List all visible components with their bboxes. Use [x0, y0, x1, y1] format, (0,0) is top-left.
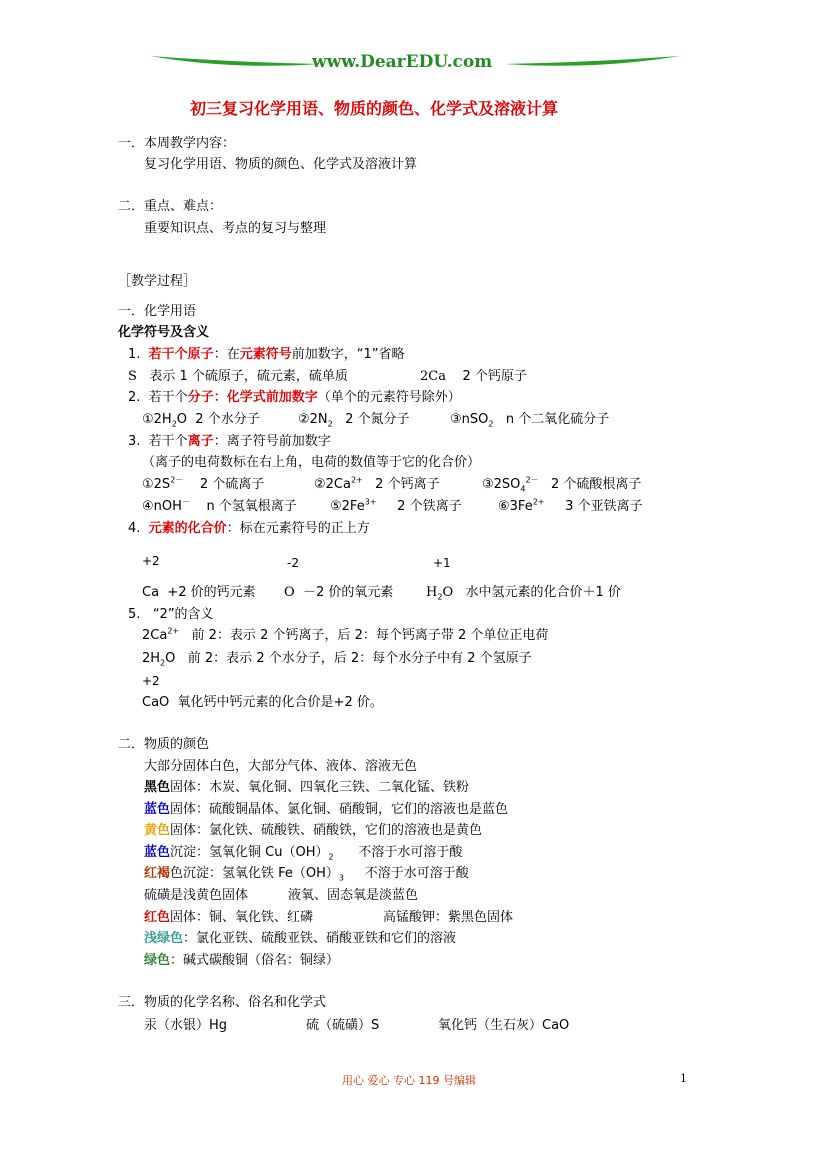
header-swoosh-right [505, 50, 680, 72]
part-2-heading: 二．物质的颜色 [118, 737, 210, 752]
colors-blue-precipitate: 蓝色沉淀：氢氧化铜 $Cu(OH)_2$ 不溶于水可溶于酸 [144, 845, 463, 862]
colors-black: 黑色固体：木炭、氧化铜、四氧化三铁、二氧化锰、铁粉 [144, 780, 470, 795]
page-title: 初三复习化学用语、物质的颜色、化学式及溶液计算 [190, 99, 559, 118]
header-logo-text[interactable]: www.DearEDU.com [312, 52, 493, 72]
item-4: 4. 元素的化合价：标在元素符号的正上方 [128, 521, 370, 536]
item-5: 5. “2”的含义 [128, 607, 214, 622]
item-3-example-a: $①2S^{2-}$ 2 个硫离子 [142, 475, 265, 492]
item-5-line-2: $2H_2O$ 前 2：表示 2 个水分子，后 2：每个水分子中有 2 个氢原子 [142, 651, 532, 668]
colors-line-1: 大部分固体白色，大部分气体、液体、溶液无色 [144, 759, 418, 774]
item-4-example-h: $H_2O$ 水中氢元素的化合价＋1 价 [426, 585, 621, 602]
item-4-example-ca: Ca +2 价的钙元素 [142, 585, 256, 600]
colors-oxygen: 液氧、固态氧是淡蓝色 [288, 888, 419, 903]
item-3-note: （离子的电荷数标在右上角，电荷的数值等于它的化合价） [142, 455, 481, 470]
item-1-example-2: 2Ca 2 个钙原子 [420, 369, 527, 384]
item-2-example-b: $②2N_2$ 2 个氮分子 [298, 412, 410, 429]
valence-plus-1: +1 [433, 556, 451, 570]
item-2-example-a: $①2H_2O$ 2 个水分子 [142, 412, 260, 429]
item-2: 2. 若干个分子：化学式前加数字（单个的元素符号除外） [128, 390, 461, 405]
item-5-line-1: $2Ca^{2+}$ 前 2：表示 2 个钙离子，后 2：每个钙离子带 2 个单位正电荷 [142, 626, 549, 643]
item-2-example-c: ③nSO$_2$ n 个二氧化硫分子 [450, 412, 610, 429]
item-1: 1. 若干个原子：在元素符号前加数字，“1”省略 [128, 347, 405, 362]
colors-blue: 蓝色固体：硫酸铜晶体、氯化铜、硝酸铜，它们的溶液也是蓝色 [144, 802, 509, 817]
substance-sulfur: 硫（硫磺）S [306, 1018, 380, 1033]
section-2-body: 重要知识点、考点的复习与整理 [144, 221, 327, 236]
item-3-example-f: $⑥3Fe^{2+}$ 3 个亚铁离子 [498, 497, 643, 514]
part-1-subheading: 化学符号及含义 [118, 325, 210, 340]
item-3: 3. 若干个离子：离子符号前加数字 [128, 434, 331, 449]
colors-green: 绿色：碱式碳酸铜（俗名：铜绿） [144, 953, 340, 968]
section-2-heading: 二．重点、难点： [118, 199, 223, 214]
colors-sulfur: 硫磺是浅黄色固体 [144, 888, 249, 903]
substance-mercury: 汞（水银）Hg [144, 1018, 228, 1033]
part-3-heading: 三．物质的化学名称、俗名和化学式 [118, 995, 327, 1010]
page-number: 1 [680, 1072, 687, 1085]
item-3-example-b: $②2Ca^{2+}$ 2 个钙离子 [314, 475, 440, 492]
part-1-heading: 一．化学用语 [118, 304, 197, 319]
section-1-heading: 一．本周教学内容： [118, 136, 236, 151]
item-4-example-o: O －2 价的氧元素 [284, 585, 394, 600]
footer-text: 用心 爱心 专心 119 号编辑 [342, 1074, 476, 1087]
item-1-example: S 表示 1 个硫原子，硫元素，硫单质 [128, 369, 348, 384]
teaching-process-label: ［教学过程］ [118, 274, 197, 289]
colors-yellow: 黄色固体：氯化铁、硫酸铁、硝酸铁，它们的溶液也是黄色 [144, 823, 483, 838]
substance-cao: 氧化钙（生石灰）CaO [438, 1018, 570, 1033]
colors-brown-precipitate: 红褐色沉淀：氢氧化铁 $Fe(OH)_3$ 不溶于水可溶于酸 [144, 866, 469, 883]
header-swoosh-left [150, 50, 320, 72]
item-3-example-e: $⑤2Fe^{3+}$ 2 个铁离子 [330, 497, 462, 514]
item-3-example-d: ④nOH－ n 个氢氧根离子 [142, 497, 297, 514]
item-5-line-3: CaO 氧化钙中钙元素的化合价是+2 价。 [142, 695, 383, 710]
colors-red: 红色固体：铜、氧化铁、红磷 [144, 910, 314, 925]
colors-light-green: 浅绿色：氯化亚铁、硫酸亚铁、硝酸亚铁和它们的溶液 [144, 931, 457, 946]
section-1-body: 复习化学用语、物质的颜色、化学式及溶液计算 [144, 157, 418, 172]
item-5-valence: +2 [142, 674, 160, 688]
valence-minus-2: -2 [287, 556, 299, 570]
item-3-example-c: $③2SO_4^{2-}$ 2 个硫酸根离子 [482, 475, 642, 494]
colors-kmno4: 高锰酸钾：紫黑色固体 [383, 910, 514, 925]
valence-plus-2: +2 [142, 554, 160, 568]
